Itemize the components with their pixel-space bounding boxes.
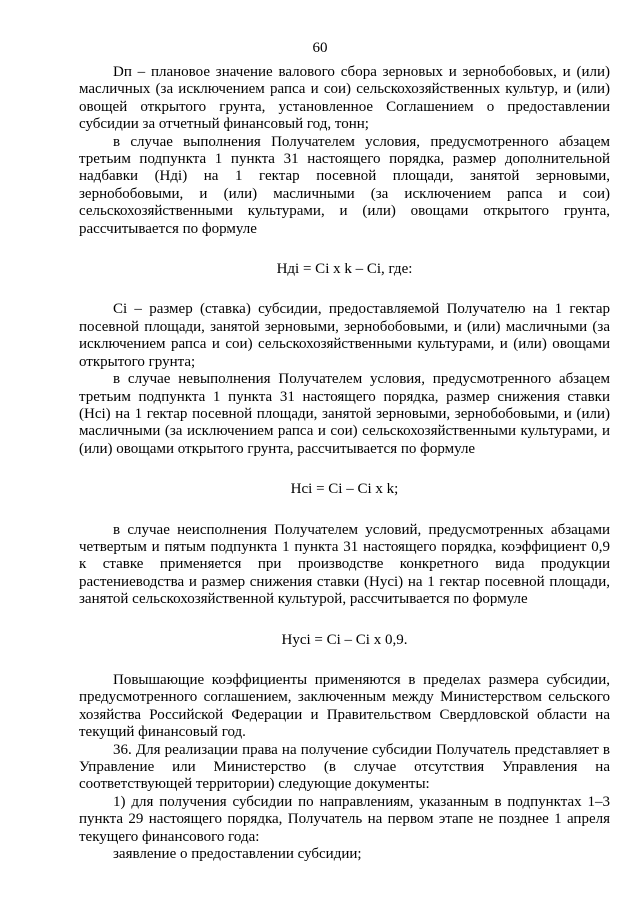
paragraph-item-36: 36. Для реализации права на получение субсидии Получатель представляет в Управление или Министерство (в случае отсутствия Управления на соответствующей территории) следующие документы: [79,741,610,793]
paragraph-subitem-1: 1) для получения субсидии по направлениям, указанным в подпунктах 1–3 пункта 29 настоящего порядка, Получатель на первом этапе не позднее 1 апреля текущего финансового года: [79,793,610,845]
formula-ndi: Ндi = Сi x k – Сi, где: [276,261,413,278]
page-number: 60 [312,40,328,56]
document-body [79,64,610,863]
paragraph-reduction-condition: в случае невыполнения Получателем условия, предусмотренного абзацем третьим подпункта 1 пункта 31 настоящего порядка, размер снижения ставки (Нсi) на 1 гектар посевной площади, занятой зерновыми, зернобобовыми, и (или) масличными (за исключением рапса и сои) сельскохозяйственными культурами, и (или) овощами открытого грунта, рассчитывается по формуле [79,371,610,457]
paragraph-ci-definition: Сi – размер (ставка) субсидии, предоставляемой Получателю на 1 гектар посевной площади, занятой зерновыми, зернобобовыми, и (или) масличными (за исключением рапса и сои) сельскохозяйственными культурами, и (или) овощами открытого грунта; [79,301,610,370]
paragraph-coefficients-limit: Повышающие коэффициенты применяются в пределах размера субсидии, предусмотренного соглашением, заключенным между Министерством сельского хозяйства Российской Федерации и Правительством Свердловской области на текущий финансовый год. [79,671,610,741]
formula-nusi: Нусi = Сi – Сi x 0,9. [281,631,408,648]
paragraph-coefficient-condition: в случае неисполнения Получателем условий, предусмотренных абзацами четвертым и пятым подпункта 1 пункта 31 настоящего порядка, коэффициент 0,9 к ставке применяется при производстве конкретного вида продукции растениеводства и размер снижения ставки (Нусi) на 1 гектар посевной площади, занятой сельскохозяйственной культурой, рассчитывается по формуле [79,521,610,608]
formula-nsi: Нсi = Сi – Сi x k; [290,481,399,498]
paragraph-bonus-condition: в случае выполнения Получателем условия, предусмотренного абзацем третьим подпункта 1 пункта 31 настоящего порядка, размер дополнительной надбавки (Ндi) на 1 гектар посевной площади, занятой зерновыми, зернобобовыми, и (или) масличными (за исключением рапса и сои) сельскохозяйственными культурами, и (или) овощами открытого грунта, рассчитывается по формуле [79,133,610,237]
paragraph-dp-definition: Dп – плановое значение валового сбора зерновых и зернобобовых, и (или) масличных (за исключением рапса и сои) сельскохозяйственных культур, и (или) овощей открытого грунта, установленное Соглашением о предоставлении субсидии за отчетный финансовый год, тонн; [79,64,610,133]
paragraph-application: заявление о предоставлении субсидии; [113,846,362,863]
